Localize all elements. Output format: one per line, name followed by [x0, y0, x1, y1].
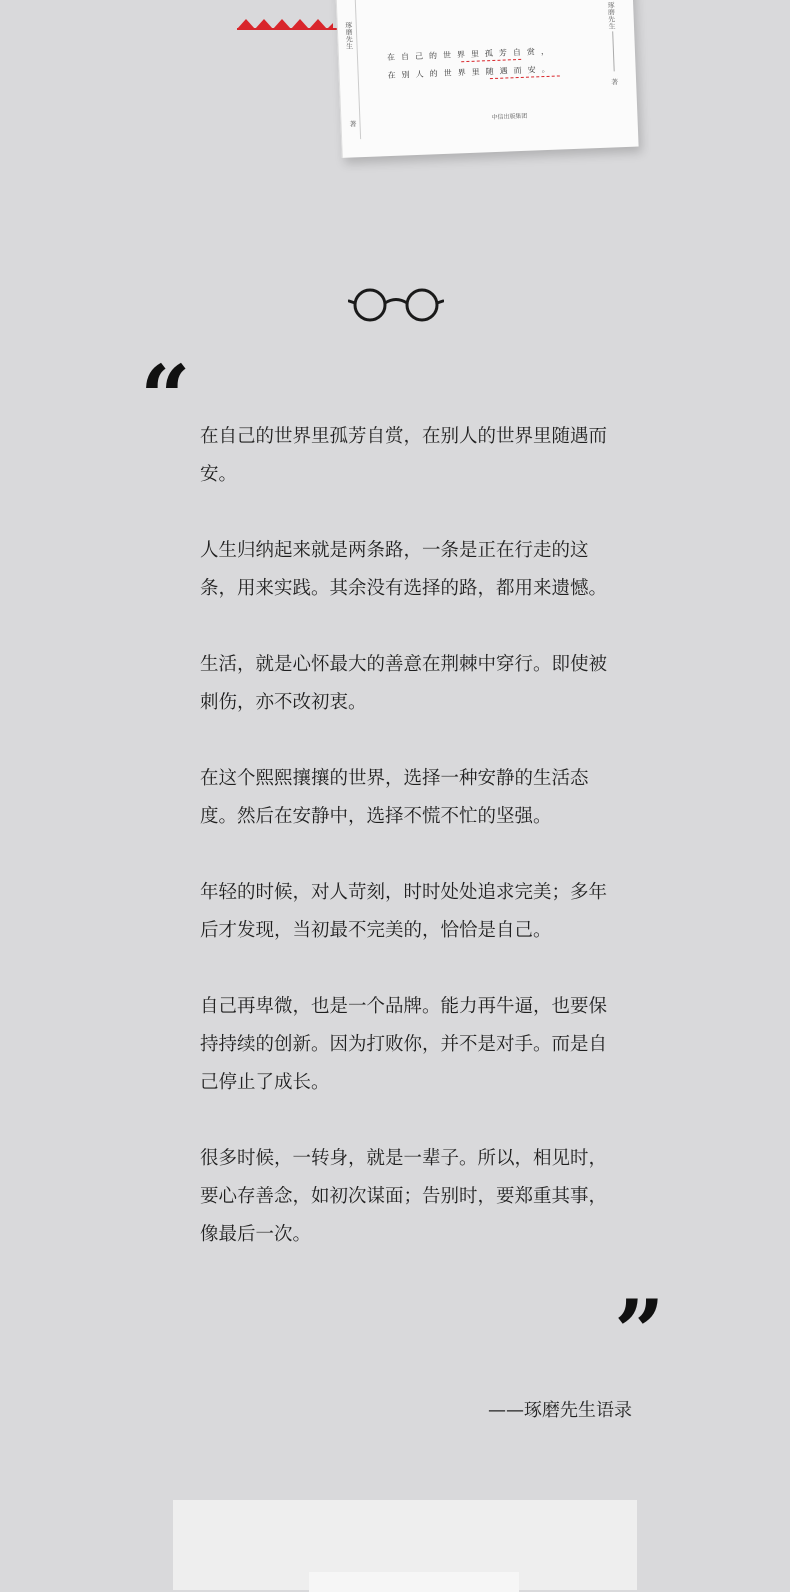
book-spine-author: 琢磨先生	[344, 21, 354, 50]
book-cover	[335, 0, 639, 158]
quote-paragraph: 人生归纳起来就是两条路，一条是正在行走的这条，用来实践。其余没有选择的路，都用来遗憾。	[200, 540, 608, 599]
quote-paragraph: 在这个熙熙攘攘的世界，选择一种安静的生活态度。然后在安静中，选择不慌不忙的坚强。	[200, 768, 589, 827]
book-right-author: 琢磨先生	[607, 1, 617, 30]
quote-paragraph: 年轻的时候，对人苛刻，时时处处追求完美；多年后才发现，当初最不完美的，恰恰是自己。	[200, 882, 608, 941]
book-right-divider	[612, 31, 615, 71]
quote-attribution: ——琢磨先生语录	[488, 1400, 632, 1421]
book-tagline-1: 在自己的世界里孤芳自赏，	[386, 46, 556, 63]
book-spine-divider	[354, 0, 361, 139]
quote-paragraph: 自己再卑微，也是一个品牌。能力再牛逼，也要保持持续的创新。因为打败你，并不是对手。而是自己停止了成长。	[200, 996, 608, 1093]
glasses-icon	[348, 286, 444, 324]
quotes-list	[200, 418, 610, 1292]
book-publisher: 中信出版集团	[491, 112, 528, 122]
book-tagline-2: 在别人的世界里随遇而安。	[387, 64, 556, 81]
book-spine-zhu: 著	[349, 120, 357, 129]
quote-paragraph: 很多时候，一转身，就是一辈子。所以，相见时，要心存善念，如初次谋面；告别时，要郑重其事，像最后一次。	[200, 1148, 608, 1245]
next-section-image	[173, 1500, 637, 1590]
quote-paragraph: 在自己的世界里孤芳自赏，在别人的世界里随遇而安。	[200, 426, 608, 485]
next-section-image-detail	[309, 1572, 519, 1592]
quote-paragraph: 生活，就是心怀最大的善意在荆棘中穿行。即使被刺伤，亦不改初衷。	[200, 654, 608, 713]
close-quote-icon: ”	[614, 1280, 665, 1384]
book-right-zhu: 著	[610, 78, 619, 87]
open-quote-icon: “	[140, 345, 191, 449]
red-zigzag-decoration	[237, 17, 337, 31]
